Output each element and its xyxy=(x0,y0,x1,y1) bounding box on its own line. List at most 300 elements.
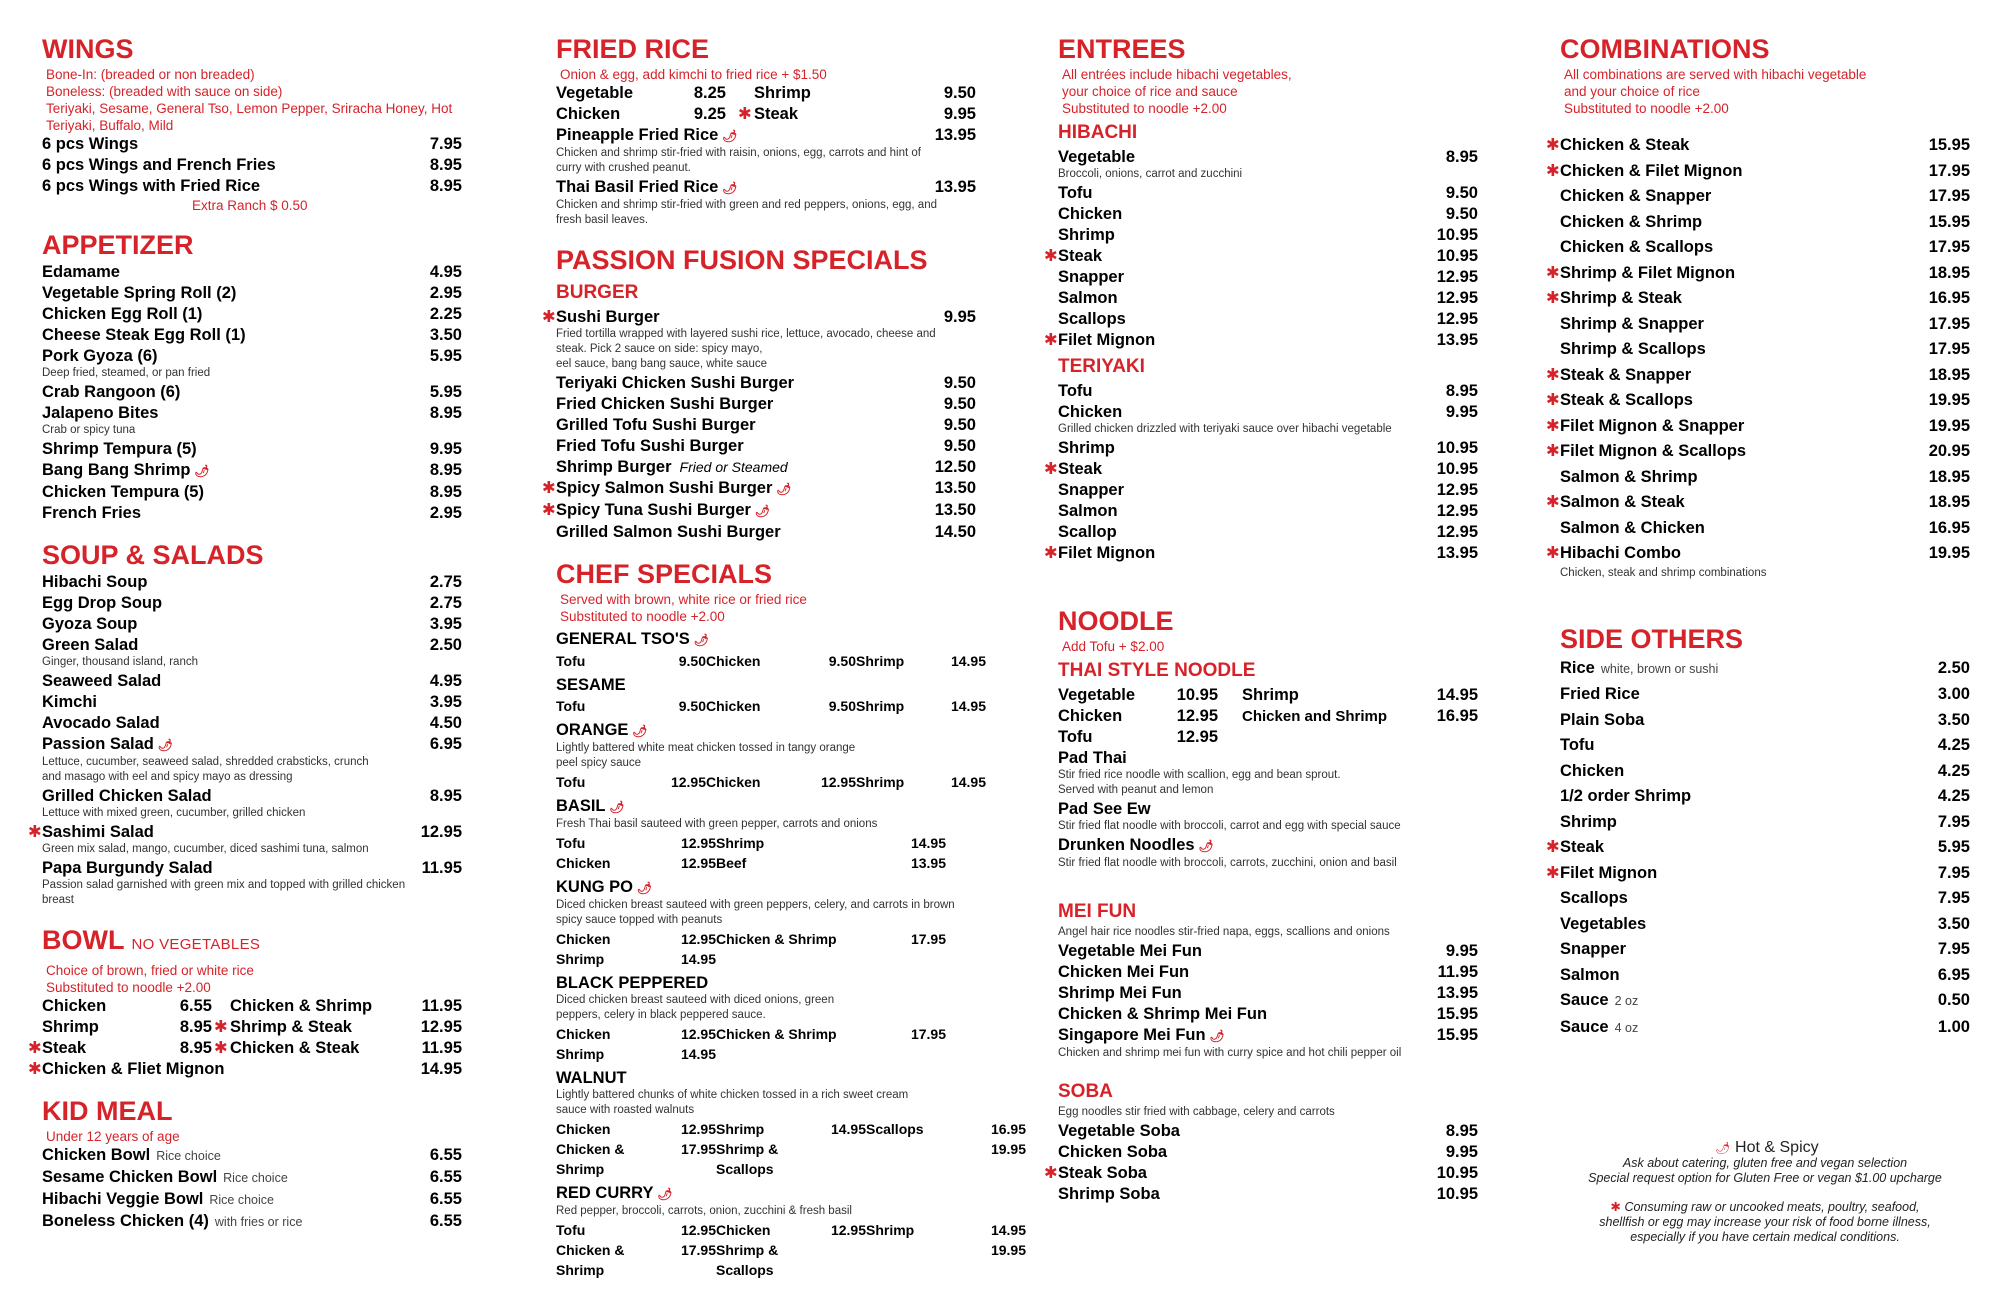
item-price: 17.95 xyxy=(1928,340,1970,358)
menu-item xyxy=(1560,1015,1970,1042)
menu-item xyxy=(1044,330,1478,351)
wings-note: Boneless: (breaded with sauce on side) xyxy=(46,84,283,99)
item-name: Chicken Soba xyxy=(1058,1143,1168,1161)
item-price: 9.50 xyxy=(828,698,856,714)
item-name: Steak & Snapper xyxy=(1560,365,1692,384)
menu-item xyxy=(1058,941,1478,962)
item-price: 10.95 xyxy=(1436,439,1478,457)
asterisk-icon: ✱ xyxy=(1546,493,1560,511)
wings-note: Teriyaki, Buffalo, Mild xyxy=(46,118,174,133)
item-name: Chicken Bowl Rice choice xyxy=(42,1146,221,1164)
asterisk-icon: ✱ xyxy=(1546,838,1560,856)
item-name: Shrimp xyxy=(1560,812,1617,831)
entrees-note: All entrées include hibachi vegetables, xyxy=(1062,67,1292,82)
item-name: Shrimp & Snapper xyxy=(1560,314,1704,333)
item-name: Tofu xyxy=(556,698,586,714)
item-price: 11.95 xyxy=(421,1039,462,1057)
item-name: Egg Drop Soup xyxy=(42,594,163,612)
item-name: Vegetable Spring Roll (2) xyxy=(42,284,237,302)
item-price: 9.50 xyxy=(1445,184,1478,202)
asterisk-icon: ✱ xyxy=(1546,863,1560,882)
menu-item xyxy=(42,1167,462,1189)
item-name: Scallop xyxy=(1058,523,1117,541)
item-price: 9.50 xyxy=(678,698,706,714)
item-name: ORANGE 🌶 xyxy=(556,721,648,739)
menu-item xyxy=(42,692,462,713)
item-price: 8.95 xyxy=(429,404,462,422)
item-name: Vegetable xyxy=(1058,148,1136,166)
item-price: 4.50 xyxy=(429,714,462,732)
subsection-teriyaki: TERIYAKI xyxy=(1058,356,1145,377)
menu-item xyxy=(1546,133,1970,159)
item-hint: Rice choice xyxy=(223,1171,288,1185)
item-price: 10.95 xyxy=(1436,460,1478,478)
item-name: Salmon xyxy=(1560,965,1620,984)
item-description: spicy sauce topped with peanuts xyxy=(556,914,723,926)
item-price: 11.95 xyxy=(421,859,462,877)
menu-item xyxy=(1546,541,1970,567)
item-name: Shrimp Tempura (5) xyxy=(42,440,197,458)
menu-item xyxy=(556,457,976,478)
dish-title xyxy=(556,796,976,818)
item-name: Shrimp xyxy=(754,84,811,102)
item-name: Salmon & Chicken xyxy=(1560,518,1705,537)
item-name: BLACK PEPPERED xyxy=(556,974,709,992)
menu-item xyxy=(1560,210,1970,236)
item-name: Chicken xyxy=(42,997,107,1015)
item-name: Vegetable Soba xyxy=(1058,1122,1180,1140)
item-name: Tofu xyxy=(1560,736,1595,754)
menu-item xyxy=(28,1038,462,1059)
soba-desc: Egg noodles stir fried with cabbage, celery and carrots xyxy=(1058,1106,1335,1118)
menu-item xyxy=(556,373,976,394)
menu-item xyxy=(1058,748,1478,769)
item-price: 19.95 xyxy=(1928,544,1970,562)
menu-item xyxy=(1058,1004,1478,1025)
item-price: 3.50 xyxy=(429,326,462,344)
item-price: 13.95 xyxy=(910,855,946,871)
item-price: 12.95 xyxy=(680,1222,716,1238)
asterisk-icon: ✱ xyxy=(1546,442,1560,460)
asterisk-icon: ✱ xyxy=(1044,544,1058,562)
asterisk-icon: ✱ xyxy=(1044,247,1058,265)
item-name: Vegetable xyxy=(556,84,634,102)
section-title-passion: PASSION FUSION SPECIALS xyxy=(556,245,928,275)
menu-item xyxy=(1058,267,1478,288)
item-price: 9.50 xyxy=(678,653,706,669)
hot-spicy-legend: 🌶 Hot & Spicy xyxy=(1715,1139,1819,1156)
combo-note: All combinations are served with hibachi vegetable xyxy=(1564,67,1867,82)
menu-item xyxy=(1560,784,1970,810)
extra-ranch-note: Extra Ranch $ 0.50 xyxy=(192,198,308,213)
item-description: Broccoli, onions, carrot and zucchini xyxy=(1058,168,1243,180)
menu-item xyxy=(1058,147,1478,168)
subsection-mei-fun: MEI FUN xyxy=(1058,901,1137,922)
item-name: WALNUT xyxy=(556,1069,627,1087)
kid-note: Under 12 years of age xyxy=(46,1129,180,1144)
item-description: Ginger, thousand island, ranch xyxy=(42,656,198,668)
item-name: RED CURRY 🌶 xyxy=(556,1184,673,1202)
mei-fun-desc: Angel hair rice noodles stir-fried napa, eggs, scallions and onions xyxy=(1058,926,1390,938)
chef-note: Served with brown, white rice or fried rice xyxy=(560,592,807,607)
menu-item xyxy=(1058,727,1478,748)
item-name: 1/2 order Shrimp xyxy=(1560,787,1692,805)
item-description: curry with crushed peanut. xyxy=(556,162,691,174)
item-name: Jalapeno Bites xyxy=(42,404,159,422)
item-name: ✱ Shrimp & Steak xyxy=(214,1018,352,1036)
item-price: 14.95 xyxy=(1436,686,1478,704)
item-price: 17.95 xyxy=(1928,238,1970,256)
item-description: Fried tortilla wrapped with layered sushi rice, lettuce, avocado, cheese and xyxy=(556,328,936,340)
item-name: Cheese Steak Egg Roll (1) xyxy=(42,326,246,344)
item-name: Sashimi Salad xyxy=(42,823,154,841)
item-price: 12.95 xyxy=(670,774,706,790)
item-name: Shrimp & Scallops xyxy=(716,1141,779,1177)
item-name: Pineapple Fried Rice 🌶 xyxy=(556,126,738,144)
asterisk-icon: ✱ xyxy=(1546,289,1560,307)
menu-item xyxy=(1560,465,1970,491)
item-description: Stir fried rice noodle with scallion, egg and bean sprout. xyxy=(1058,769,1341,781)
item-price: 10.95 xyxy=(1176,686,1218,704)
item-description: peel spicy sauce xyxy=(556,757,642,769)
item-name: Kimchi xyxy=(42,693,98,711)
item-price: 13.95 xyxy=(1436,331,1478,349)
item-price: 16.95 xyxy=(1436,707,1478,725)
item-price xyxy=(876,949,946,969)
item-name: Chicken Mei Fun xyxy=(1058,963,1190,981)
menu-item xyxy=(1546,861,1970,887)
item-price: 12.95 xyxy=(680,1026,716,1042)
gluten-free-note: Special request option for Gluten Free or vegan $1.00 upcharge xyxy=(1588,1171,1942,1185)
item-price: 0.50 xyxy=(1937,991,1970,1009)
item-name: SESAME xyxy=(556,676,626,694)
asterisk-icon: ✱ xyxy=(1546,544,1560,562)
item-price: 4.25 xyxy=(1937,761,1970,780)
menu-item xyxy=(1546,159,1970,185)
item-price: 9.95 xyxy=(1445,1143,1478,1161)
item-name: Shrimp xyxy=(556,1046,605,1062)
item-price xyxy=(816,1240,866,1280)
menu-item xyxy=(542,478,976,500)
item-price: 9.50 xyxy=(943,437,976,455)
item-price: 8.95 xyxy=(1445,382,1478,400)
item-description: Grilled chicken drizzled with teriyaki sauce over hibachi vegetable xyxy=(1058,423,1392,435)
menu-item xyxy=(42,262,462,283)
chili-pepper-icon: 🌶 xyxy=(194,464,210,478)
chili-pepper-icon: 🌶 xyxy=(157,738,174,752)
item-name: Grilled Salmon Sushi Burger xyxy=(556,523,781,541)
section-title-entrees: ENTREES xyxy=(1058,34,1186,64)
menu-item xyxy=(1058,799,1478,820)
chili-pepper-icon: 🌶 xyxy=(1715,1141,1731,1155)
item-name: Salmon xyxy=(1058,289,1118,307)
item-price: 12.95 xyxy=(830,1222,866,1238)
menu-item xyxy=(42,858,462,879)
chili-pepper-icon: 🌶 xyxy=(722,181,738,195)
subsection-soba: SOBA xyxy=(1058,1081,1113,1102)
item-name: Fried Tofu Sushi Burger xyxy=(556,437,744,455)
price-grid xyxy=(556,949,976,969)
item-price: 9.95 xyxy=(943,308,976,326)
item-price: 8.95 xyxy=(179,1018,212,1036)
item-price: 14.95 xyxy=(830,1121,866,1137)
item-price: 2.50 xyxy=(1937,658,1970,677)
noodle-note: Add Tofu + $2.00 xyxy=(1062,639,1165,654)
item-name: Steak xyxy=(42,1039,87,1057)
item-name: Chicken & Shrimp xyxy=(1560,212,1703,231)
item-price: 2.75 xyxy=(429,594,462,612)
item-price: 6.55 xyxy=(429,1212,462,1230)
item-name: Shrimp xyxy=(1242,686,1299,704)
menu-item xyxy=(1560,682,1970,708)
menu-item xyxy=(1044,459,1478,480)
item-price: 14.50 xyxy=(934,523,976,541)
item-description: steak. Pick 2 sauce on side: spicy mayo, xyxy=(556,343,763,355)
item-description: Diced chicken breast sauteed with green peppers, celery, and carrots in brown xyxy=(556,899,955,911)
item-price: 8.95 xyxy=(429,461,462,479)
item-price: 12.95 xyxy=(680,855,716,871)
section-title-appetizer: APPETIZER xyxy=(42,230,194,260)
item-name: Chicken xyxy=(556,105,621,123)
item-price: 14.95 xyxy=(680,951,716,967)
menu-item xyxy=(1560,708,1970,734)
item-price: 8.95 xyxy=(1445,1122,1478,1140)
menu-item xyxy=(42,1189,462,1211)
dish-title xyxy=(556,675,976,696)
column-2 xyxy=(542,32,1026,1280)
subsection-hibachi: HIBACHI xyxy=(1058,122,1138,143)
item-description: eel sauce, bang bang sauce, white sauce xyxy=(556,358,767,370)
menu-item xyxy=(1560,988,1970,1015)
menu-item xyxy=(1058,962,1478,983)
bowl-note: Choice of brown, fried or white rice xyxy=(46,963,254,978)
item-price: 14.95 xyxy=(420,1060,462,1078)
menu-item xyxy=(542,307,976,328)
menu-item xyxy=(42,1017,462,1038)
item-description: Chicken and shrimp stir-fried with green and red peppers, onions, egg, and xyxy=(556,199,937,211)
menu-item xyxy=(1560,337,1970,363)
section-title-sides: SIDE OTHERS xyxy=(1560,623,1744,654)
menu-item xyxy=(42,996,462,1017)
item-name: Beef xyxy=(716,855,747,871)
item-price: 9.95 xyxy=(943,105,976,123)
menu-item xyxy=(1058,1121,1478,1142)
item-name xyxy=(866,1240,986,1280)
menu-item xyxy=(1058,438,1478,459)
item-price: 2.25 xyxy=(429,305,462,323)
item-name: Tofu xyxy=(1058,382,1093,400)
item-name: Steak Soba xyxy=(1058,1164,1147,1182)
item-name: Passion Salad 🌶 xyxy=(42,735,174,753)
item-name: Chicken & Shrimp xyxy=(556,1141,625,1177)
section-title-noodle: NOODLE xyxy=(1058,606,1174,636)
item-price: 16.95 xyxy=(990,1121,1026,1137)
item-name: Tofu xyxy=(1058,728,1093,746)
price-grid xyxy=(556,853,976,873)
asterisk-icon: ✱ xyxy=(1044,460,1058,478)
item-name: Scallops xyxy=(866,1121,924,1137)
item-description: Stir fried flat noodle with broccoli, carrots, zucchini, onion and basil xyxy=(1058,857,1397,869)
price-grid xyxy=(556,651,986,671)
item-price: 3.95 xyxy=(429,693,462,711)
menu-item xyxy=(42,176,462,197)
wings-note: Teriyaki, Sesame, General Tso, Lemon Pepper, Sriracha Honey, Hot xyxy=(46,101,453,116)
menu-item xyxy=(1058,501,1478,522)
item-description: Chicken and shrimp stir-fried with raisin, onions, egg, carrots and hint of xyxy=(556,147,921,159)
item-name: Snapper xyxy=(1560,940,1627,958)
menu-item xyxy=(42,155,462,176)
item-name: Shrimp xyxy=(856,653,905,669)
item-name: Sesame Chicken Bowl Rice choice xyxy=(42,1168,288,1186)
item-price: 19.95 xyxy=(1928,391,1970,409)
menu-item xyxy=(1546,835,1970,861)
item-price: 14.95 xyxy=(950,698,986,714)
menu-footer xyxy=(1560,1140,1970,1245)
asterisk-icon: ✱ xyxy=(542,501,556,519)
item-name: Chicken xyxy=(1058,205,1123,223)
menu-item xyxy=(1546,286,1970,312)
item-name: ✱ Chicken & Steak xyxy=(214,1039,360,1057)
chili-pepper-icon: 🌶 xyxy=(637,881,653,895)
item-price: 15.95 xyxy=(1436,1005,1478,1023)
menu-item xyxy=(1058,835,1478,857)
item-price: 18.95 xyxy=(1928,263,1970,282)
menu-item xyxy=(1546,490,1970,516)
menu-item xyxy=(556,415,976,436)
item-name: Gyoza Soup xyxy=(42,615,138,633)
item-price: 10.95 xyxy=(1436,1185,1478,1203)
item-name: Shrimp & Filet Mignon xyxy=(1560,263,1736,282)
item-price: 14.95 xyxy=(950,774,986,790)
asterisk-icon: ✱ xyxy=(214,1039,228,1057)
item-name: Shrimp & Steak xyxy=(1560,289,1682,307)
item-price: 2.75 xyxy=(429,573,462,591)
item-price: 18.95 xyxy=(1928,493,1970,511)
chili-pepper-icon: 🌶 xyxy=(1198,839,1214,853)
item-description: Served with peanut and lemon xyxy=(1058,784,1214,796)
item-price: 6.95 xyxy=(1937,965,1970,984)
menu-item xyxy=(1058,522,1478,543)
menu-item xyxy=(556,104,976,125)
item-description: and masago with eel and spicy mayo as dressing xyxy=(42,771,293,783)
item-name: Steak xyxy=(1058,460,1103,478)
item-price: 8.95 xyxy=(1445,148,1478,166)
item-name: Steak xyxy=(1560,838,1605,856)
subsection-thai-noodle: THAI STYLE NOODLE xyxy=(1058,660,1256,681)
item-name: Chicken & Shrimp Mei Fun xyxy=(1058,1005,1268,1023)
item-name: Chicken xyxy=(706,774,761,790)
chef-note: Substituted to noodle +2.00 xyxy=(560,609,725,624)
asterisk-icon: ✱ xyxy=(1044,331,1058,349)
menu-item xyxy=(42,439,462,460)
asterisk-icon: ✱ xyxy=(1546,263,1560,282)
item-description: Stir fried flat noodle with broccoli, carrot and egg with special sauce xyxy=(1058,820,1401,832)
item-name: Hibachi Veggie Bowl Rice choice xyxy=(42,1190,274,1208)
item-description: Red pepper, broccoli, carrots, onion, zucchini & fresh basil xyxy=(556,1205,852,1217)
item-price: 11.95 xyxy=(1437,963,1478,981)
item-name: Plain Soba xyxy=(1560,710,1645,729)
fried-rice-note: Onion & egg, add kimchi to fried rice + $1.50 xyxy=(560,67,827,82)
price-grid xyxy=(556,1044,976,1064)
item-name: Sushi Burger xyxy=(556,308,660,326)
item-price: 12.95 xyxy=(680,1121,716,1137)
item-price: 12.95 xyxy=(1436,502,1478,520)
asterisk-icon: ✱ xyxy=(1546,391,1560,409)
item-price: 1.00 xyxy=(1937,1017,1970,1036)
menu-item xyxy=(42,283,462,304)
menu-item xyxy=(42,482,462,503)
raw-food-warning: ✱ Consuming raw or uncooked meats, poultry, seafood, xyxy=(1610,1200,1920,1214)
menu-item xyxy=(42,786,462,807)
item-description: Deep fried, steamed, or pan fried xyxy=(42,367,211,379)
column-1 xyxy=(28,32,462,1233)
asterisk-icon: ✱ xyxy=(1546,416,1560,435)
entrees-note: Substituted to noodle +2.00 xyxy=(1062,101,1227,116)
item-name: Chicken Tempura (5) xyxy=(42,483,204,501)
chili-pepper-icon: 🌶 xyxy=(632,724,648,738)
menu-item xyxy=(556,177,976,199)
item-name: Pad Thai xyxy=(1058,749,1127,767)
menu-item xyxy=(28,1059,462,1080)
menu-item xyxy=(42,134,462,155)
item-price: 17.95 xyxy=(910,931,946,947)
item-price: 12.95 xyxy=(820,774,856,790)
menu-item xyxy=(1546,439,1970,465)
item-name: Chicken & Steak xyxy=(1560,136,1690,154)
item-name: Filet Mignon xyxy=(1560,863,1658,882)
section-title-wings: WINGS xyxy=(42,34,134,64)
menu-item xyxy=(42,572,462,593)
raw-food-warning: especially if you have certain medical conditions. xyxy=(1630,1230,1900,1244)
item-name: Chicken xyxy=(1058,707,1123,725)
item-price: 16.95 xyxy=(1928,289,1970,307)
menu-item xyxy=(1058,983,1478,1004)
menu-item xyxy=(42,1145,462,1167)
item-description: Diced chicken breast sauteed with diced onions, green xyxy=(556,994,835,1006)
item-name: Filet Mignon & Scallops xyxy=(1560,442,1747,460)
item-name: Chicken xyxy=(1058,403,1123,421)
section-title-kid-meal: KID MEAL xyxy=(42,1096,173,1126)
asterisk-icon: ✱ xyxy=(1546,365,1560,384)
item-price: 2.95 xyxy=(429,504,462,522)
item-name: Vegetable xyxy=(1058,686,1136,704)
item-price: 11.95 xyxy=(421,997,462,1015)
item-price: 8.95 xyxy=(429,156,462,174)
combo-note: and your choice of rice xyxy=(1564,84,1700,99)
asterisk-icon: ✱ xyxy=(214,1018,228,1036)
item-price: 12.95 xyxy=(1436,289,1478,307)
item-name xyxy=(866,1139,986,1179)
menu-item xyxy=(1044,246,1478,267)
item-name: Tofu xyxy=(556,653,586,669)
item-price: 16.95 xyxy=(1928,518,1970,537)
price-grid xyxy=(556,929,976,949)
item-price: 9.95 xyxy=(1445,942,1478,960)
item-name: Shrimp Burger Fried or Steamed xyxy=(556,458,788,476)
menu-item xyxy=(42,304,462,325)
asterisk-icon: ✱ xyxy=(28,1060,42,1078)
item-name xyxy=(716,1044,876,1064)
item-description: Lightly battered chunks of white chicken tossed in a rich sweet cream xyxy=(556,1089,909,1101)
item-name xyxy=(716,949,876,969)
dish-title xyxy=(556,973,976,994)
item-price: 6.55 xyxy=(429,1168,462,1186)
item-price: 17.95 xyxy=(1928,314,1970,333)
item-name: Chicken xyxy=(556,855,611,871)
item-name: GENERAL TSO'S 🌶 xyxy=(556,630,710,648)
price-grid xyxy=(556,1024,976,1044)
asterisk-icon: ✱ xyxy=(28,1039,42,1057)
